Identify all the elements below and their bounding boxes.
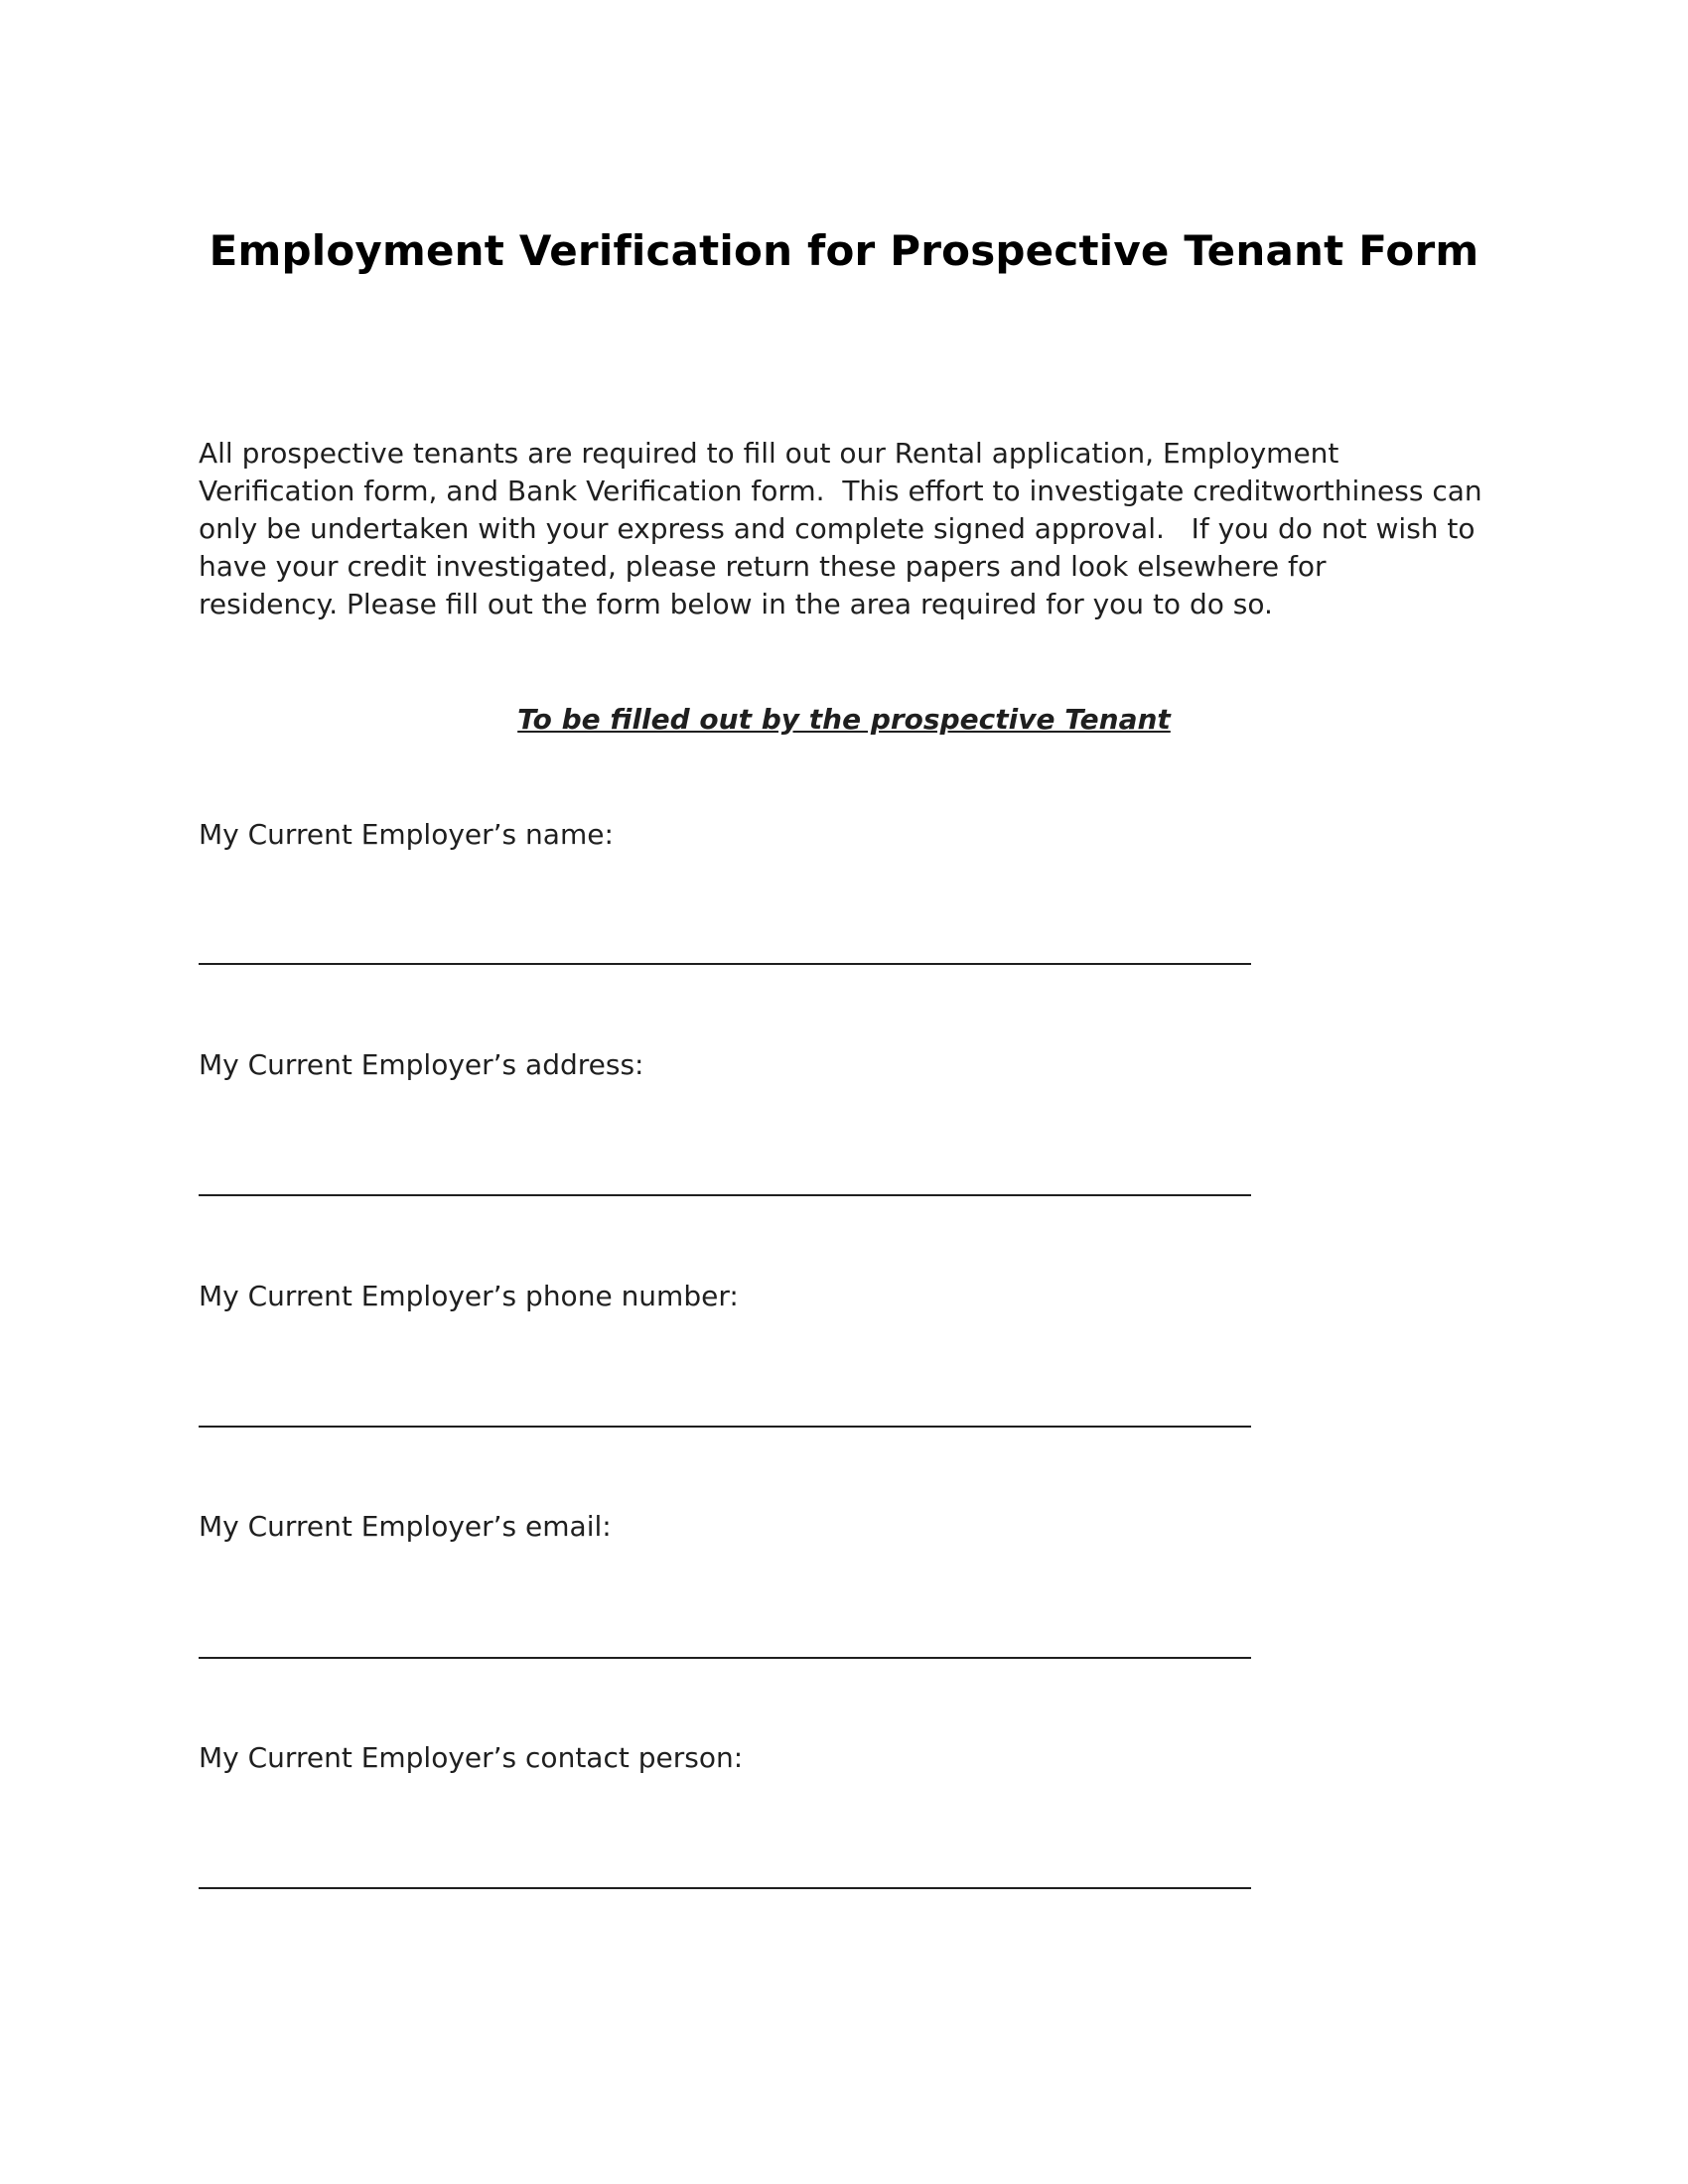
field-label-employer-phone: My Current Employer’s phone number: (199, 1280, 739, 1312)
field-employer-phone (199, 1278, 1291, 1315)
field-employer-name (199, 816, 1291, 854)
intro-line: have your credit investigated, please return these papers and look elsewhere for (199, 550, 1327, 583)
intro-line: residency. Please fill out the form below in the area required for you to do so. (199, 588, 1273, 620)
page-title: Employment Verification for Prospective Tenant Form (209, 226, 1479, 275)
field-label-employer-name: My Current Employer’s name: (199, 818, 614, 851)
field-label-employer-email: My Current Employer’s email: (199, 1510, 612, 1543)
intro-paragraph (199, 435, 1509, 623)
employer-address-line[interactable] (199, 1194, 1251, 1196)
field-employer-email (199, 1508, 1291, 1546)
field-label-employer-contact: My Current Employer’s contact person: (199, 1741, 744, 1774)
field-employer-address (199, 1046, 1291, 1084)
intro-line: only be undertaken with your express and complete signed approval. If you do not wish to (199, 512, 1476, 545)
intro-line: All prospective tenants are required to fill out our Rental application, Employment (199, 437, 1339, 470)
employer-contact-line[interactable] (199, 1887, 1251, 1889)
employer-phone-line[interactable] (199, 1426, 1251, 1428)
field-label-employer-address: My Current Employer’s address: (199, 1048, 644, 1081)
field-employer-contact (199, 1739, 1291, 1777)
employer-email-line[interactable] (199, 1657, 1251, 1659)
section-heading: To be filled out by the prospective Tenant (517, 703, 1171, 736)
employer-name-line[interactable] (199, 963, 1251, 965)
intro-line: Verification form, and Bank Verification form. This effort to investigate creditworthiness can (199, 475, 1482, 507)
